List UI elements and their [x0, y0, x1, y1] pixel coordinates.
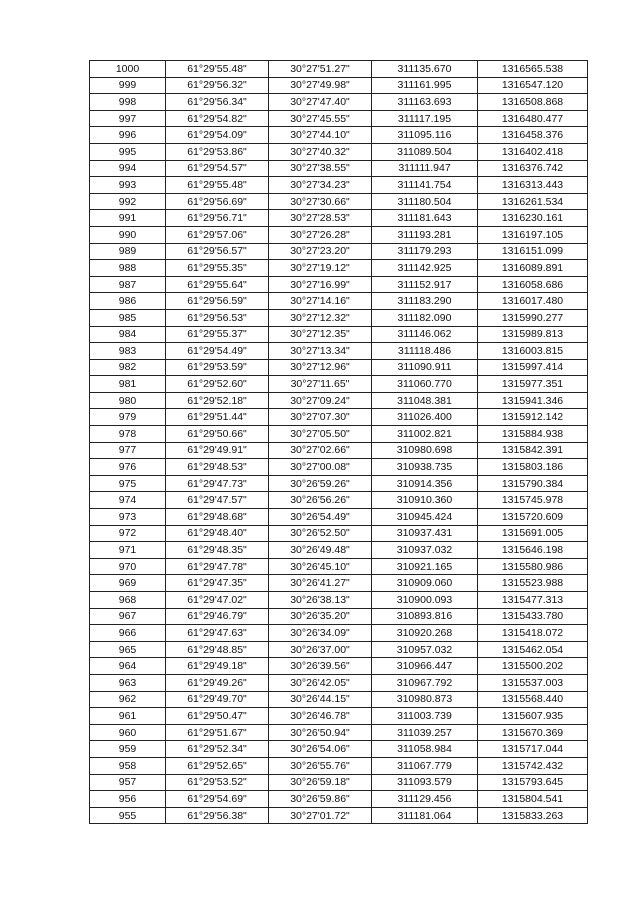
- y-coordinate-cell: 1315793.645: [478, 774, 588, 791]
- longitude-cell: 30°27'12.35": [269, 326, 372, 343]
- longitude-cell: 30°27'28.53": [269, 210, 372, 227]
- latitude-cell: 61°29'50.66": [166, 426, 269, 443]
- longitude-cell: 30°27'51.27": [269, 61, 372, 78]
- x-coordinate-cell: 310967.792: [372, 674, 478, 691]
- point-number-cell: 974: [90, 492, 166, 509]
- point-number-cell: 975: [90, 475, 166, 492]
- y-coordinate-cell: 1316376.742: [478, 160, 588, 177]
- point-number-cell: 982: [90, 359, 166, 376]
- longitude-cell: 30°27'26.28": [269, 226, 372, 243]
- x-coordinate-cell: 311095.116: [372, 127, 478, 144]
- point-number-cell: 998: [90, 94, 166, 111]
- table-row: [90, 376, 588, 393]
- point-number-cell: 991: [90, 210, 166, 227]
- x-coordinate-cell: 311146.062: [372, 326, 478, 343]
- x-coordinate-cell: 310909.060: [372, 575, 478, 592]
- point-number-cell: 997: [90, 110, 166, 127]
- y-coordinate-cell: 1315833.263: [478, 807, 588, 824]
- longitude-cell: 30°26'54.06": [269, 741, 372, 758]
- point-number-cell: 983: [90, 343, 166, 360]
- x-coordinate-cell: 310938.735: [372, 459, 478, 476]
- longitude-cell: 30°26'59.26": [269, 475, 372, 492]
- latitude-cell: 61°29'48.40": [166, 525, 269, 542]
- x-coordinate-cell: 311161.995: [372, 77, 478, 94]
- y-coordinate-cell: 1316508.868: [478, 94, 588, 111]
- point-number-cell: 988: [90, 260, 166, 277]
- table-row: [90, 492, 588, 509]
- x-coordinate-cell: 311117.195: [372, 110, 478, 127]
- table-row: [90, 459, 588, 476]
- table-row: [90, 674, 588, 691]
- y-coordinate-cell: 1315804.541: [478, 791, 588, 808]
- longitude-cell: 30°26'52.50": [269, 525, 372, 542]
- y-coordinate-cell: 1316565.538: [478, 61, 588, 78]
- longitude-cell: 30°27'38.55": [269, 160, 372, 177]
- latitude-cell: 61°29'55.48": [166, 177, 269, 194]
- longitude-cell: 30°27'23.20": [269, 243, 372, 260]
- table-row: [90, 625, 588, 642]
- point-number-cell: 972: [90, 525, 166, 542]
- table-row: [90, 343, 588, 360]
- y-coordinate-cell: 1316003.815: [478, 343, 588, 360]
- y-coordinate-cell: 1315691.005: [478, 525, 588, 542]
- y-coordinate-cell: 1315989.813: [478, 326, 588, 343]
- x-coordinate-cell: 311003.739: [372, 708, 478, 725]
- y-coordinate-cell: 1315477.313: [478, 592, 588, 609]
- point-number-cell: 979: [90, 409, 166, 426]
- latitude-cell: 61°29'56.53": [166, 309, 269, 326]
- latitude-cell: 61°29'51.67": [166, 724, 269, 741]
- latitude-cell: 61°29'47.73": [166, 475, 269, 492]
- latitude-cell: 61°29'48.68": [166, 509, 269, 526]
- latitude-cell: 61°29'49.26": [166, 674, 269, 691]
- table-row: [90, 608, 588, 625]
- y-coordinate-cell: 1315990.277: [478, 309, 588, 326]
- y-coordinate-cell: 1315568.440: [478, 691, 588, 708]
- longitude-cell: 30°27'12.96": [269, 359, 372, 376]
- x-coordinate-cell: 311181.064: [372, 807, 478, 824]
- y-coordinate-cell: 1316089.891: [478, 260, 588, 277]
- longitude-cell: 30°27'34.23": [269, 177, 372, 194]
- point-number-cell: 963: [90, 674, 166, 691]
- latitude-cell: 61°29'49.70": [166, 691, 269, 708]
- x-coordinate-cell: 311060.770: [372, 376, 478, 393]
- table-row: [90, 193, 588, 210]
- point-number-cell: 999: [90, 77, 166, 94]
- table-row: [90, 226, 588, 243]
- latitude-cell: 61°29'51.44": [166, 409, 269, 426]
- x-coordinate-cell: 311181.643: [372, 210, 478, 227]
- table-row: [90, 774, 588, 791]
- latitude-cell: 61°29'47.35": [166, 575, 269, 592]
- x-coordinate-cell: 311067.779: [372, 757, 478, 774]
- longitude-cell: 30°27'01.72": [269, 807, 372, 824]
- y-coordinate-cell: 1315670.369: [478, 724, 588, 741]
- table-row: [90, 127, 588, 144]
- latitude-cell: 61°29'48.85": [166, 641, 269, 658]
- latitude-cell: 61°29'54.49": [166, 343, 269, 360]
- latitude-cell: 61°29'47.57": [166, 492, 269, 509]
- point-number-cell: 958: [90, 757, 166, 774]
- y-coordinate-cell: 1315742.432: [478, 757, 588, 774]
- x-coordinate-cell: 311135.670: [372, 61, 478, 78]
- point-number-cell: 960: [90, 724, 166, 741]
- point-number-cell: 989: [90, 243, 166, 260]
- y-coordinate-cell: 1315523.988: [478, 575, 588, 592]
- latitude-cell: 61°29'57.06": [166, 226, 269, 243]
- point-number-cell: 978: [90, 426, 166, 443]
- point-number-cell: 970: [90, 558, 166, 575]
- table-row: [90, 791, 588, 808]
- point-number-cell: 981: [90, 376, 166, 393]
- point-number-cell: 980: [90, 392, 166, 409]
- latitude-cell: 61°29'49.91": [166, 442, 269, 459]
- y-coordinate-cell: 1316480.477: [478, 110, 588, 127]
- longitude-cell: 30°27'00.08": [269, 459, 372, 476]
- x-coordinate-cell: 311183.290: [372, 293, 478, 310]
- longitude-cell: 30°26'41.27": [269, 575, 372, 592]
- latitude-cell: 61°29'54.09": [166, 127, 269, 144]
- point-number-cell: 967: [90, 608, 166, 625]
- longitude-cell: 30°26'38.13": [269, 592, 372, 609]
- x-coordinate-cell: 311152.917: [372, 276, 478, 293]
- longitude-cell: 30°26'59.86": [269, 791, 372, 808]
- point-number-cell: 971: [90, 542, 166, 559]
- table-row: [90, 741, 588, 758]
- table-row: [90, 326, 588, 343]
- table-row: [90, 409, 588, 426]
- y-coordinate-cell: 1316230.161: [478, 210, 588, 227]
- longitude-cell: 30°27'47.40": [269, 94, 372, 111]
- longitude-cell: 30°26'54.49": [269, 509, 372, 526]
- y-coordinate-cell: 1315745.978: [478, 492, 588, 509]
- x-coordinate-cell: 311058.984: [372, 741, 478, 758]
- table-row: [90, 442, 588, 459]
- x-coordinate-cell: 311182.090: [372, 309, 478, 326]
- latitude-cell: 61°29'56.34": [166, 94, 269, 111]
- latitude-cell: 61°29'55.64": [166, 276, 269, 293]
- latitude-cell: 61°29'52.65": [166, 757, 269, 774]
- latitude-cell: 61°29'52.34": [166, 741, 269, 758]
- x-coordinate-cell: 310914.356: [372, 475, 478, 492]
- longitude-cell: 30°27'40.32": [269, 143, 372, 160]
- y-coordinate-cell: 1316402.418: [478, 143, 588, 160]
- table-row: [90, 61, 588, 78]
- y-coordinate-cell: 1316151.099: [478, 243, 588, 260]
- y-coordinate-cell: 1316458.376: [478, 127, 588, 144]
- x-coordinate-cell: 311089.504: [372, 143, 478, 160]
- longitude-cell: 30°26'45.10": [269, 558, 372, 575]
- point-number-cell: 993: [90, 177, 166, 194]
- point-number-cell: 965: [90, 641, 166, 658]
- latitude-cell: 61°29'54.82": [166, 110, 269, 127]
- longitude-cell: 30°27'19.12": [269, 260, 372, 277]
- latitude-cell: 61°29'46.79": [166, 608, 269, 625]
- point-number-cell: 986: [90, 293, 166, 310]
- y-coordinate-cell: 1316197.105: [478, 226, 588, 243]
- point-number-cell: 961: [90, 708, 166, 725]
- latitude-cell: 61°29'55.35": [166, 260, 269, 277]
- longitude-cell: 30°26'56.26": [269, 492, 372, 509]
- table-row: [90, 641, 588, 658]
- y-coordinate-cell: 1315646.198: [478, 542, 588, 559]
- x-coordinate-cell: 311026.400: [372, 409, 478, 426]
- x-coordinate-cell: 310893.816: [372, 608, 478, 625]
- y-coordinate-cell: 1315607.935: [478, 708, 588, 725]
- point-number-cell: 962: [90, 691, 166, 708]
- x-coordinate-cell: 311129.456: [372, 791, 478, 808]
- y-coordinate-cell: 1315580.986: [478, 558, 588, 575]
- x-coordinate-cell: 310957.032: [372, 641, 478, 658]
- table-row: [90, 210, 588, 227]
- longitude-cell: 30°26'46.78": [269, 708, 372, 725]
- x-coordinate-cell: 310937.431: [372, 525, 478, 542]
- x-coordinate-cell: 311002.821: [372, 426, 478, 443]
- point-number-cell: 977: [90, 442, 166, 459]
- y-coordinate-cell: 1315537.003: [478, 674, 588, 691]
- point-number-cell: 994: [90, 160, 166, 177]
- longitude-cell: 30°26'39.56": [269, 658, 372, 675]
- y-coordinate-cell: 1315717.044: [478, 741, 588, 758]
- latitude-cell: 61°29'48.53": [166, 459, 269, 476]
- latitude-cell: 61°29'47.02": [166, 592, 269, 609]
- y-coordinate-cell: 1315462.054: [478, 641, 588, 658]
- x-coordinate-cell: 311111.947: [372, 160, 478, 177]
- latitude-cell: 61°29'56.32": [166, 77, 269, 94]
- longitude-cell: 30°27'45.55": [269, 110, 372, 127]
- table-row: [90, 575, 588, 592]
- table-row: [90, 260, 588, 277]
- x-coordinate-cell: 310980.698: [372, 442, 478, 459]
- table-row: [90, 293, 588, 310]
- latitude-cell: 61°29'48.35": [166, 542, 269, 559]
- x-coordinate-cell: 310980.873: [372, 691, 478, 708]
- y-coordinate-cell: 1315842.391: [478, 442, 588, 459]
- table-row: [90, 558, 588, 575]
- table-row: [90, 276, 588, 293]
- latitude-cell: 61°29'53.86": [166, 143, 269, 160]
- y-coordinate-cell: 1315977.351: [478, 376, 588, 393]
- table-row: [90, 592, 588, 609]
- y-coordinate-cell: 1315803.186: [478, 459, 588, 476]
- table-row: [90, 509, 588, 526]
- point-number-cell: 968: [90, 592, 166, 609]
- y-coordinate-cell: 1316547.120: [478, 77, 588, 94]
- latitude-cell: 61°29'47.78": [166, 558, 269, 575]
- x-coordinate-cell: 310900.093: [372, 592, 478, 609]
- longitude-cell: 30°27'09.24": [269, 392, 372, 409]
- y-coordinate-cell: 1315433.780: [478, 608, 588, 625]
- table-row: [90, 475, 588, 492]
- latitude-cell: 61°29'49.18": [166, 658, 269, 675]
- x-coordinate-cell: 311142.925: [372, 260, 478, 277]
- latitude-cell: 61°29'56.57": [166, 243, 269, 260]
- longitude-cell: 30°26'35.20": [269, 608, 372, 625]
- x-coordinate-cell: 311193.281: [372, 226, 478, 243]
- point-number-cell: 984: [90, 326, 166, 343]
- table-row: [90, 392, 588, 409]
- longitude-cell: 30°26'59.18": [269, 774, 372, 791]
- x-coordinate-cell: 310920.268: [372, 625, 478, 642]
- longitude-cell: 30°27'12.32": [269, 309, 372, 326]
- y-coordinate-cell: 1315720.609: [478, 509, 588, 526]
- point-number-cell: 959: [90, 741, 166, 758]
- latitude-cell: 61°29'47.63": [166, 625, 269, 642]
- point-number-cell: 966: [90, 625, 166, 642]
- x-coordinate-cell: 310910.360: [372, 492, 478, 509]
- table-row: [90, 309, 588, 326]
- point-number-cell: 987: [90, 276, 166, 293]
- table-row: [90, 691, 588, 708]
- latitude-cell: 61°29'56.71": [166, 210, 269, 227]
- table-row: [90, 426, 588, 443]
- point-number-cell: 957: [90, 774, 166, 791]
- table-row: [90, 143, 588, 160]
- latitude-cell: 61°29'50.47": [166, 708, 269, 725]
- longitude-cell: 30°27'07.30": [269, 409, 372, 426]
- longitude-cell: 30°27'14.16": [269, 293, 372, 310]
- x-coordinate-cell: 311163.693: [372, 94, 478, 111]
- x-coordinate-cell: 310921.165: [372, 558, 478, 575]
- x-coordinate-cell: 311141.754: [372, 177, 478, 194]
- y-coordinate-cell: 1315418.072: [478, 625, 588, 642]
- table-row: [90, 110, 588, 127]
- point-number-cell: 973: [90, 509, 166, 526]
- y-coordinate-cell: 1315912.142: [478, 409, 588, 426]
- coordinates-table: [89, 60, 588, 824]
- y-coordinate-cell: 1315500.202: [478, 658, 588, 675]
- table-row: [90, 658, 588, 675]
- point-number-cell: 985: [90, 309, 166, 326]
- latitude-cell: 61°29'56.38": [166, 807, 269, 824]
- table-row: [90, 160, 588, 177]
- longitude-cell: 30°26'37.00": [269, 641, 372, 658]
- x-coordinate-cell: 311180.504: [372, 193, 478, 210]
- longitude-cell: 30°27'49.98": [269, 77, 372, 94]
- point-number-cell: 976: [90, 459, 166, 476]
- x-coordinate-cell: 311179.293: [372, 243, 478, 260]
- point-number-cell: 992: [90, 193, 166, 210]
- table-row: [90, 243, 588, 260]
- point-number-cell: 969: [90, 575, 166, 592]
- x-coordinate-cell: 311090.911: [372, 359, 478, 376]
- latitude-cell: 61°29'54.69": [166, 791, 269, 808]
- longitude-cell: 30°27'44.10": [269, 127, 372, 144]
- longitude-cell: 30°27'30.66": [269, 193, 372, 210]
- latitude-cell: 61°29'53.52": [166, 774, 269, 791]
- point-number-cell: 956: [90, 791, 166, 808]
- x-coordinate-cell: 310945.424: [372, 509, 478, 526]
- point-number-cell: 996: [90, 127, 166, 144]
- x-coordinate-cell: 310966.447: [372, 658, 478, 675]
- latitude-cell: 61°29'56.59": [166, 293, 269, 310]
- latitude-cell: 61°29'56.69": [166, 193, 269, 210]
- table-row: [90, 807, 588, 824]
- longitude-cell: 30°26'55.76": [269, 757, 372, 774]
- table-row: [90, 77, 588, 94]
- y-coordinate-cell: 1315884.938: [478, 426, 588, 443]
- longitude-cell: 30°26'50.94": [269, 724, 372, 741]
- latitude-cell: 61°29'53.59": [166, 359, 269, 376]
- table-row: [90, 177, 588, 194]
- table-row: [90, 757, 588, 774]
- longitude-cell: 30°27'11.65": [269, 376, 372, 393]
- y-coordinate-cell: 1316313.443: [478, 177, 588, 194]
- x-coordinate-cell: 310937.032: [372, 542, 478, 559]
- longitude-cell: 30°27'16.99": [269, 276, 372, 293]
- table-row: [90, 724, 588, 741]
- latitude-cell: 61°29'55.48": [166, 61, 269, 78]
- longitude-cell: 30°26'34.09": [269, 625, 372, 642]
- coordinates-table-body: [90, 61, 588, 824]
- latitude-cell: 61°29'55.37": [166, 326, 269, 343]
- latitude-cell: 61°29'52.60": [166, 376, 269, 393]
- y-coordinate-cell: 1315997.414: [478, 359, 588, 376]
- table-row: [90, 94, 588, 111]
- point-number-cell: 1000: [90, 61, 166, 78]
- point-number-cell: 995: [90, 143, 166, 160]
- longitude-cell: 30°26'44.15": [269, 691, 372, 708]
- y-coordinate-cell: 1316058.686: [478, 276, 588, 293]
- longitude-cell: 30°26'49.48": [269, 542, 372, 559]
- latitude-cell: 61°29'54.57": [166, 160, 269, 177]
- point-number-cell: 964: [90, 658, 166, 675]
- table-row: [90, 525, 588, 542]
- x-coordinate-cell: 311093.579: [372, 774, 478, 791]
- table-row: [90, 359, 588, 376]
- longitude-cell: 30°26'42.05": [269, 674, 372, 691]
- y-coordinate-cell: 1315790.384: [478, 475, 588, 492]
- point-number-cell: 955: [90, 807, 166, 824]
- x-coordinate-cell: 311118.486: [372, 343, 478, 360]
- latitude-cell: 61°29'52.18": [166, 392, 269, 409]
- point-number-cell: 990: [90, 226, 166, 243]
- y-coordinate-cell: 1316261.534: [478, 193, 588, 210]
- table-row: [90, 542, 588, 559]
- y-coordinate-cell: 1316017.480: [478, 293, 588, 310]
- x-coordinate-cell: 311039.257: [372, 724, 478, 741]
- x-coordinate-cell: 311048.381: [372, 392, 478, 409]
- longitude-cell: 30°27'13.34": [269, 343, 372, 360]
- table-row: [90, 708, 588, 725]
- y-coordinate-cell: 1315941.346: [478, 392, 588, 409]
- longitude-cell: 30°27'05.50": [269, 426, 372, 443]
- longitude-cell: 30°27'02.66": [269, 442, 372, 459]
